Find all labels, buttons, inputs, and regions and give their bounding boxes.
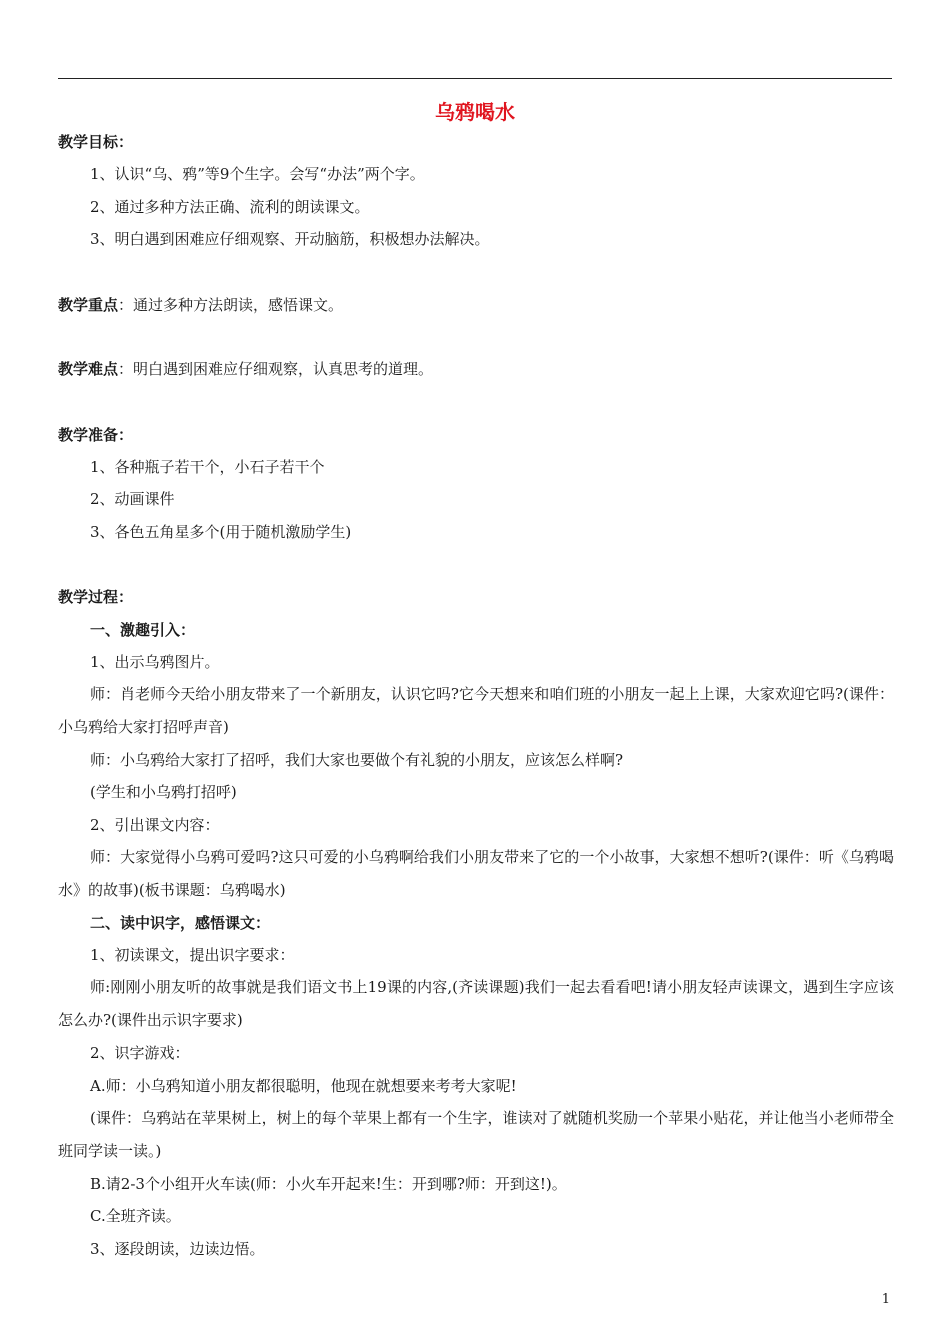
section-2-item-1: 1、初读课文，提出识字要求：	[90, 946, 295, 964]
goal-item-2: 2、通过多种方法正确、流利的朗读课文。	[90, 198, 370, 216]
section-1-heading: 一、激趣引入：	[90, 621, 196, 639]
section-2-line-c: C.全班齐读。	[90, 1207, 181, 1225]
section-1-item-2: 2、引出课文内容：	[90, 816, 220, 834]
process-heading: 教学过程：	[58, 588, 134, 606]
section-2-line-a: A.师：小乌鸦知道小朋友都很聪明，他现在就想要来考考大家呢!	[90, 1077, 517, 1095]
header-rule	[58, 78, 892, 79]
goal-item-3: 3、明白遇到困难应仔细观察、开动脑筋，积极想办法解决。	[90, 230, 490, 248]
preparation-heading: 教学准备：	[58, 426, 134, 444]
section-1-item-1: 1、出示乌鸦图片。	[90, 653, 220, 671]
section-2-line-b: B.请2-3个小组开火车读(师：小火车开起来!生：开到哪?师：开到这!)。	[90, 1175, 567, 1193]
difficulty	[58, 359, 433, 379]
key-point	[58, 295, 343, 315]
section-1-paragraph-1: 师：肖老师今天给小朋友带来了一个新朋友，认识它吗?它今天想来和咱们班的小朋友一起上上课，大家欢迎它吗?(课件：小乌鸦给大家打招呼声音)	[58, 685, 894, 736]
key-point-label: 教学重点	[58, 296, 119, 314]
section-2-item-3: 3、逐段朗读，边读边悟。	[90, 1240, 265, 1258]
section-2-paragraph-1: 师:刚刚小朋友听的故事就是我们语文书上19课的内容,(齐读课题)我们一起去看看吧!请小朋友轻声读课文，遇到生字应该怎么办?(课件出示识字要求)	[58, 978, 894, 1029]
key-point-text: ：通过多种方法朗读，感悟课文。	[118, 296, 344, 314]
section-1-note: (学生和小乌鸦打招呼)	[90, 783, 237, 801]
page-number: 1	[881, 1292, 890, 1307]
section-2-heading: 二、读中识字，感悟课文：	[90, 914, 271, 932]
document-title: 乌鸦喝水	[435, 100, 515, 124]
section-2-item-2: 2、识字游戏：	[90, 1044, 190, 1062]
preparation-item-3: 3、各色五角星多个(用于随机激励学生)	[90, 523, 352, 541]
preparation-item-2: 2、动画课件	[90, 490, 175, 508]
difficulty-label: 教学难点	[58, 360, 119, 378]
section-1-paragraph-3: 师：大家觉得小乌鸦可爱吗?这只可爱的小乌鸦啊给我们小朋友带来了它的一个小故事，大家想不想听?(课件：听《乌鸦喝水》的故事)(板书课题：乌鸦喝水)	[58, 848, 894, 899]
difficulty-text: ：明白遇到困难应仔细观察，认真思考的道理。	[118, 360, 434, 378]
section-2-note-a: (课件：乌鸦站在苹果树上，树上的每个苹果上都有一个生字，谁读对了就随机奖励一个苹果小贴花，并让他当小老师带全班同学读一读。)	[58, 1109, 894, 1160]
preparation-item-1: 1、各种瓶子若干个，小石子若干个	[90, 458, 325, 476]
goals-heading: 教学目标：	[58, 133, 134, 151]
goal-item-1: 1、认识“乌、鸦”等9个生字。会写“办法”两个字。	[90, 165, 425, 183]
section-1-paragraph-2: 师：小乌鸦给大家打了招呼，我们大家也要做个有礼貌的小朋友，应该怎么样啊?	[90, 751, 624, 769]
